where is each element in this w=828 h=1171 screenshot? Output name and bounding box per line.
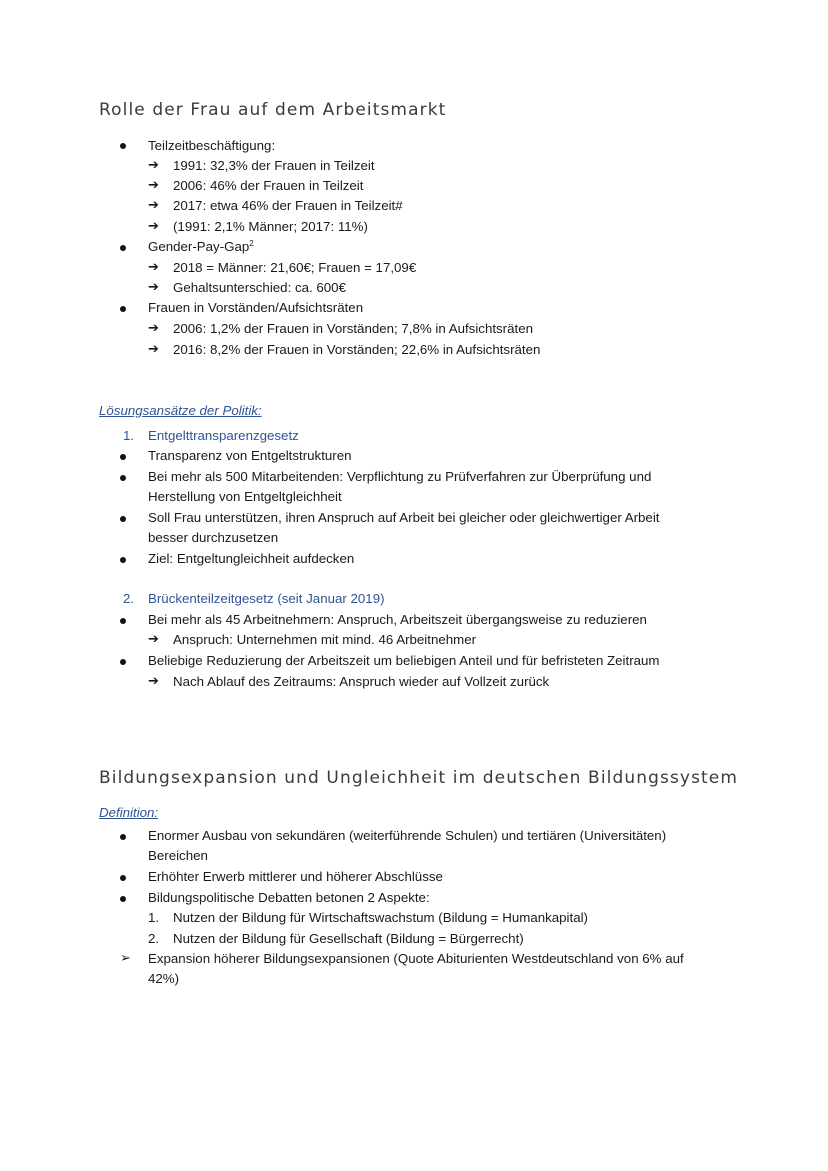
- bullet-icon: [120, 245, 126, 251]
- bullet-icon: [120, 875, 126, 881]
- list-item: Enormer Ausbau von sekundären (weiterführende Schulen) und tertiären (Universitäten): [148, 828, 667, 843]
- list-item-continuation: besser durchzusetzen: [148, 530, 279, 545]
- list-item: Anspruch: Unternehmen mit mind. 46 Arbeitnehmer: [173, 632, 477, 647]
- footnote-marker: 2: [249, 239, 254, 248]
- arrow-icon: ➔: [148, 177, 159, 192]
- list-item: (1991: 2,1% Männer; 2017: 11%): [173, 219, 368, 234]
- list-item: Nach Ablauf des Zeitraums: Anspruch wieder auf Vollzeit zurück: [173, 674, 550, 689]
- list-number: 1.: [123, 428, 135, 443]
- bullet-icon: [120, 557, 126, 563]
- arrow-icon: ➔: [148, 341, 159, 356]
- list-item: Erhöhter Erwerb mittlerer und höherer Abschlüsse: [148, 869, 443, 884]
- subheading-politik: Lösungsansätze der Politik:: [99, 403, 262, 418]
- arrow-icon: ➔: [148, 279, 159, 294]
- list-item: Frauen in Vorständen/Aufsichtsräten: [148, 300, 364, 315]
- bullet-icon: [120, 143, 126, 149]
- list-number: 2.: [148, 931, 160, 946]
- list-item: 2017: etwa 46% der Frauen in Teilzeit#: [173, 198, 403, 213]
- list-item-continuation: 42%): [148, 971, 180, 986]
- list-item: Bildungspolitische Debatten betonen 2 Aspekte:: [148, 890, 430, 905]
- list-item: Nutzen der Bildung für Wirtschaftswachstum (Bildung = Humankapital): [173, 910, 588, 925]
- list-item: Soll Frau unterstützen, ihren Anspruch auf Arbeit bei gleicher oder gleichwertiger Arbeit: [148, 510, 660, 525]
- subheading-definition: Definition:: [99, 805, 159, 820]
- list-item: Gehaltsunterschied: ca. 600€: [173, 280, 346, 295]
- arrow-icon: ➔: [148, 197, 159, 212]
- list-item: Nutzen der Bildung für Gesellschaft (Bildung = Bürgerrecht): [173, 931, 524, 946]
- list-item: 2006: 1,2% der Frauen in Vorständen; 7,8% in Aufsichtsräten: [173, 321, 533, 336]
- arrow-icon: ➔: [148, 673, 159, 688]
- list-item: 1991: 32,3% der Frauen in Teilzeit: [173, 158, 375, 173]
- gender-pay-gap-label: Gender-Pay-Gap: [148, 239, 250, 254]
- list-item: 2016: 8,2% der Frauen in Vorständen; 22,6% in Aufsichtsräten: [173, 342, 541, 357]
- bullet-icon: [120, 516, 126, 522]
- list-item: Bei mehr als 500 Mitarbeitenden: Verpflichtung zu Prüfverfahren zur Überprüfung und: [148, 469, 652, 484]
- list-item: Bei mehr als 45 Arbeitnehmern: Anspruch, Arbeitszeit übergangsweise zu reduzieren: [148, 612, 647, 627]
- bullet-icon: [120, 454, 126, 460]
- bullet-icon: [120, 618, 126, 624]
- list-item: Expansion höherer Bildungsexpansionen (Quote Abiturienten Westdeutschland von 6% auf: [148, 951, 684, 966]
- arrow-icon: ➔: [148, 218, 159, 233]
- bullet-icon: [120, 306, 126, 312]
- list-item-continuation: Herstellung von Entgeltgleichheit: [148, 489, 342, 504]
- list-item: Ziel: Entgeltungleichheit aufdecken: [148, 551, 355, 566]
- list-item-continuation: Bereichen: [148, 848, 208, 863]
- bullet-icon: [120, 475, 126, 481]
- list-number: 1.: [148, 910, 160, 925]
- arrow-icon: ➔: [148, 157, 159, 172]
- arrow-icon: ➔: [148, 259, 159, 274]
- list-number: 2.: [123, 591, 135, 606]
- section-title-rolle-der-frau: Rolle der Frau auf dem Arbeitsmarkt: [99, 100, 447, 120]
- list-item: [148, 238, 254, 256]
- bullet-icon: [120, 659, 126, 665]
- list-item: Teilzeitbeschäftigung:: [148, 138, 276, 153]
- list-item: 2006: 46% der Frauen in Teilzeit: [173, 178, 364, 193]
- numbered-heading: Brückenteilzeitgesetz (seit Januar 2019): [148, 591, 385, 606]
- chevron-right-icon: ➢: [120, 950, 131, 965]
- arrow-icon: ➔: [148, 320, 159, 335]
- numbered-heading: Entgelttransparenzgesetz: [148, 428, 299, 443]
- list-item: Transparenz von Entgeltstrukturen: [148, 448, 352, 463]
- bullet-icon: [120, 834, 126, 840]
- list-item: Beliebige Reduzierung der Arbeitszeit um beliebigen Anteil und für befristeten Zeitraum: [148, 653, 660, 668]
- arrow-icon: ➔: [148, 631, 159, 646]
- list-item: 2018 = Männer: 21,60€; Frauen = 17,09€: [173, 260, 417, 275]
- bullet-icon: [120, 896, 126, 902]
- section-title-bildungsexpansion: Bildungsexpansion und Ungleichheit im deutschen Bildungssystem: [99, 768, 739, 788]
